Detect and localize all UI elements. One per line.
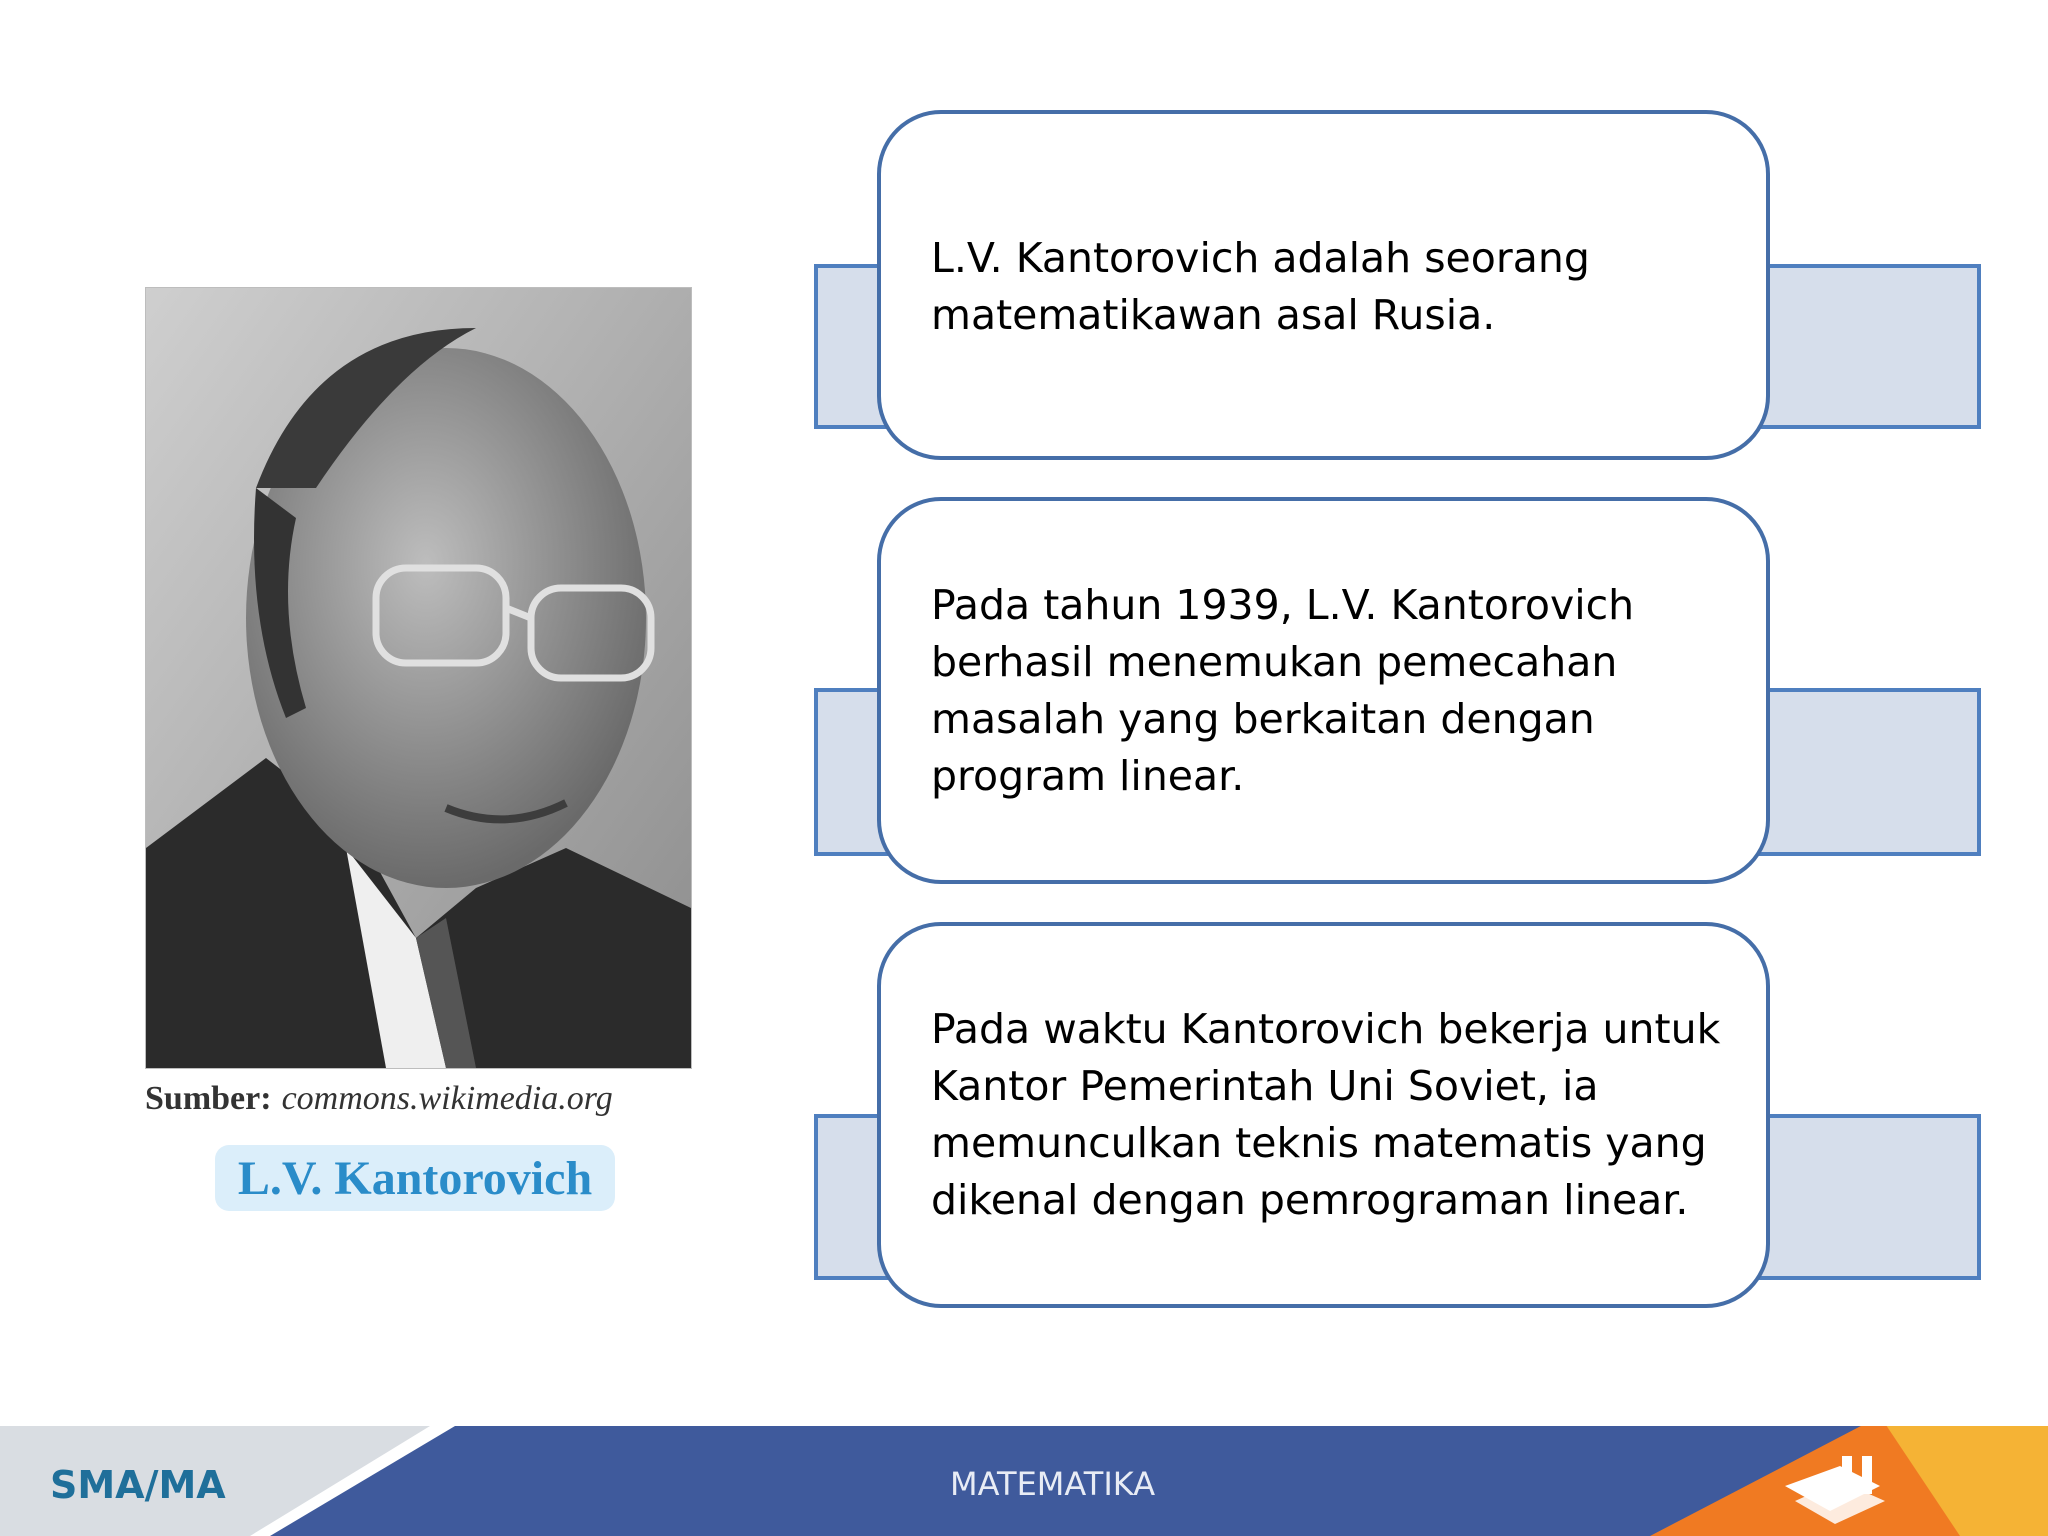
photo-caption: L.V. Kantorovich xyxy=(215,1145,615,1211)
info-card-3 xyxy=(877,922,1770,1308)
info-card-2 xyxy=(877,497,1770,884)
info-card-3-text: Pada waktu Kantorovich bekerja untuk Kantor Pemerintah Uni Soviet, ia memunculkan teknis matematis yang dikenal dengan pemrograman linear. xyxy=(931,1005,1721,1224)
source-label: Sumber: xyxy=(145,1080,272,1117)
photo-source xyxy=(145,1080,705,1118)
portrait-image xyxy=(146,288,691,1068)
info-card-1-text: L.V. Kantorovich adalah seorang matematikawan asal Rusia. xyxy=(931,234,1590,339)
info-card-2-text: Pada tahun 1939, L.V. Kantorovich berhasil menemukan pemecahan masalah yang berkaitan dengan program linear. xyxy=(931,580,1635,800)
portrait-photo xyxy=(145,287,692,1069)
source-value: commons.wikimedia.org xyxy=(281,1080,613,1117)
info-card-1 xyxy=(877,110,1770,460)
footer-level-label: SMA/MA xyxy=(50,1463,226,1507)
footer-subject-label: MATEMATIKA xyxy=(950,1465,1156,1503)
